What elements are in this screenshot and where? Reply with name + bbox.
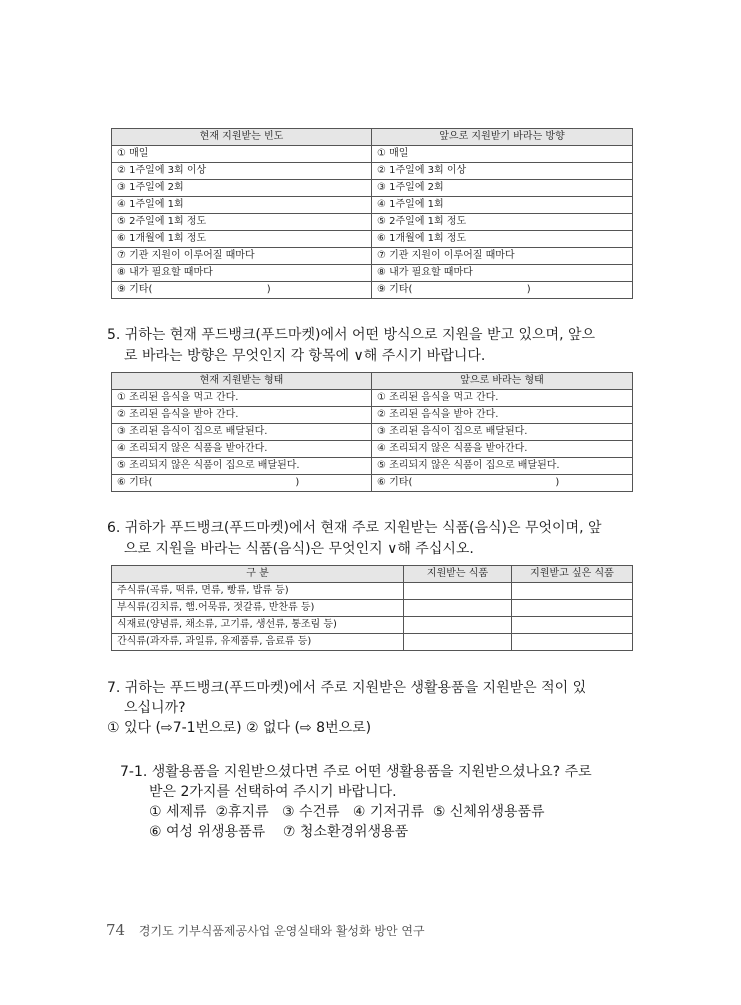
checkbox-cell[interactable] (404, 600, 512, 617)
table-row (112, 390, 633, 407)
page-footer (106, 921, 425, 939)
table-cell: ⑤ 2주일에 1회 정도 (112, 214, 372, 231)
checkbox-cell[interactable] (404, 583, 512, 600)
table-cell: ② 조리된 음식을 받아 간다. (372, 407, 633, 424)
table-cell: ⑧ 내가 필요할 때마다 (112, 265, 372, 282)
table-row (112, 617, 633, 634)
question-5-line-2: 로 바라는 방향은 무엇인지 각 항목에 ∨해 주시기 바랍니다. (124, 348, 486, 364)
table-cell: ⑨ 기타( ) (112, 282, 372, 299)
question-6-line-2: 으로 지원을 바라는 식품(음식)은 무엇인지 ∨해 주십시오. (124, 541, 474, 557)
table-header: 현재 지원받는 형태 (112, 373, 372, 390)
table-row (112, 600, 633, 617)
question-7-options: ① 있다 (⇨7-1번으로) ② 없다 (⇨ 8번으로) (107, 720, 372, 736)
table-cell: ① 매일 (112, 146, 372, 163)
checkbox-cell[interactable] (512, 634, 633, 651)
table-cell: ⑥ 기타( ) (372, 475, 633, 492)
table-header: 앞으로 바라는 형태 (372, 373, 633, 390)
table-cell: 간식류(과자류, 과일류, 유제품류, 음료류 등) (112, 634, 404, 651)
table-row (112, 458, 633, 475)
table-cell: ⑤ 조리되지 않은 식품이 집으로 배달된다. (372, 458, 633, 475)
table-cell: ③ 조리된 음식이 집으로 배달된다. (112, 424, 372, 441)
table-cell: ① 조리된 음식을 먹고 간다. (112, 390, 372, 407)
question-7-1-options-2: ⑥ 여성 위생용품류 ⑦ 청소환경위생용품 (149, 824, 409, 840)
checkbox-cell[interactable] (512, 617, 633, 634)
table-cell: ⑥ 기타( ) (112, 475, 372, 492)
table-header: 구 분 (112, 566, 404, 583)
table-row (112, 282, 633, 299)
table-row (112, 583, 633, 600)
table-cell: ① 매일 (372, 146, 633, 163)
table-cell: ⑦ 기관 지원이 이루어질 때마다 (112, 248, 372, 265)
table-row (112, 265, 633, 282)
checkbox-cell[interactable] (404, 617, 512, 634)
table-cell: ③ 조리된 음식이 집으로 배달된다. (372, 424, 633, 441)
question-7-1-line-2: 받은 2가지를 선택하여 주시기 바랍니다. (149, 784, 397, 800)
page-number: 74 (106, 921, 126, 939)
table-cell: ⑥ 1개월에 1회 정도 (372, 231, 633, 248)
table-cell: 식재료(양념류, 채소류, 고기류, 생선류, 통조림 등) (112, 617, 404, 634)
table-cell: ④ 조리되지 않은 식품을 받아간다. (372, 441, 633, 458)
table-row (112, 163, 633, 180)
question-6-line-1: 6. 귀하가 푸드뱅크(푸드마켓)에서 현재 주로 지원받는 식품(음식)은 무엇이며, 앞 (107, 520, 602, 536)
table-cell: ④ 1주일에 1회 (112, 197, 372, 214)
table-row (112, 634, 633, 651)
support-type-table (111, 372, 633, 492)
table-cell: ⑧ 내가 필요할 때마다 (372, 265, 633, 282)
table-row (112, 407, 633, 424)
table-header: 현재 지원받는 빈도 (112, 129, 372, 146)
question-7-line-1: 7. 귀하는 푸드뱅크(푸드마켓)에서 주로 지원받은 생활용품을 지원받은 적이 있 (107, 680, 587, 696)
table-cell: ⑦ 기관 지원이 이루어질 때마다 (372, 248, 633, 265)
table-header: 앞으로 지원받기 바라는 방향 (372, 129, 633, 146)
table-row (112, 248, 633, 265)
table-cell: 주식류(곡류, 떡류, 면류, 빵류, 밥류 등) (112, 583, 404, 600)
table-cell: ② 조리된 음식을 받아 간다. (112, 407, 372, 424)
checkbox-cell[interactable] (512, 600, 633, 617)
table-cell: 부식류(김치류, 햄.어묵류, 젓갈류, 반찬류 등) (112, 600, 404, 617)
table-cell: ⑥ 1개월에 1회 정도 (112, 231, 372, 248)
question-7-1-line-1: 7-1. 생활용품을 지원받으셨다면 주로 어떤 생활용품을 지원받으셨나요? 주로 (120, 764, 592, 780)
question-7-line-2: 으십니까? (124, 700, 186, 716)
table-row (112, 197, 633, 214)
table-row (112, 424, 633, 441)
table-row (112, 180, 633, 197)
table-cell: ⑨ 기타( ) (372, 282, 633, 299)
table-cell: ④ 조리되지 않은 식품을 받아간다. (112, 441, 372, 458)
table-header: 지원받는 식품 (404, 566, 512, 583)
table-cell: ⑤ 조리되지 않은 식품이 집으로 배달된다. (112, 458, 372, 475)
table-row (112, 231, 633, 248)
table-cell: ③ 1주일에 2회 (112, 180, 372, 197)
food-type-table (111, 565, 633, 651)
table-cell: ⑤ 2주일에 1회 정도 (372, 214, 633, 231)
checkbox-cell[interactable] (404, 634, 512, 651)
table-cell: ② 1주일에 3회 이상 (112, 163, 372, 180)
table-row (112, 475, 633, 492)
table-cell: ② 1주일에 3회 이상 (372, 163, 633, 180)
footer-title: 경기도 기부식품제공사업 운영실태와 활성화 방안 연구 (138, 924, 425, 938)
question-7-1-options-1: ① 세제류 ②휴지류 ③ 수건류 ④ 기저귀류 ⑤ 신체위생용품류 (149, 804, 545, 820)
table-header: 지원받고 싶은 식품 (512, 566, 633, 583)
table-cell: ③ 1주일에 2회 (372, 180, 633, 197)
frequency-table (111, 128, 633, 299)
question-5-line-1: 5. 귀하는 현재 푸드뱅크(푸드마켓)에서 어떤 방식으로 지원을 받고 있으며, 앞으 (107, 327, 596, 343)
checkbox-cell[interactable] (512, 583, 633, 600)
table-cell: ① 조리된 음식을 먹고 간다. (372, 390, 633, 407)
table-row (112, 441, 633, 458)
table-cell: ④ 1주일에 1회 (372, 197, 633, 214)
table-row (112, 214, 633, 231)
table-row (112, 146, 633, 163)
